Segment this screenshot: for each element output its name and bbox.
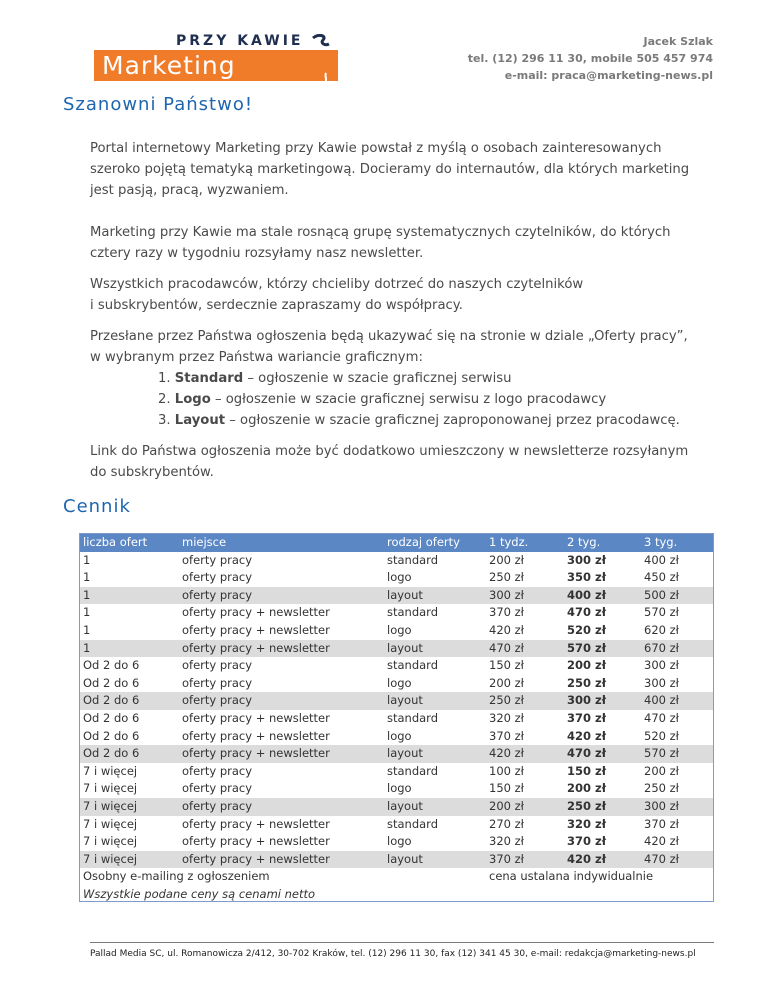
table-cell: 500 zł <box>644 587 679 602</box>
table-row <box>80 622 713 640</box>
table-row <box>80 604 713 622</box>
table-cell: oferty pracy <box>182 552 253 567</box>
table-cell: 470 zł <box>644 851 679 866</box>
table-cell: 200 zł <box>489 552 524 567</box>
table-cell: 150 zł <box>489 658 524 673</box>
table-row <box>80 657 713 675</box>
table-cell: 470 zł <box>644 711 679 725</box>
note-text: Wszystkie podane ceny są cenami netto <box>83 887 316 901</box>
table-cell: 1 <box>83 605 91 620</box>
table-cell: 370 zł <box>489 728 524 743</box>
table-cell: oferty pracy + newsletter <box>182 605 330 620</box>
table-row <box>80 552 713 570</box>
column-header: 1 tydz. <box>489 535 529 549</box>
list-item: 2. Logo – ogłoszenie w szacie graficznej serwisu z logo pracodawcy <box>158 392 607 407</box>
table-cell: 1 <box>83 552 91 567</box>
contact-block <box>468 33 713 84</box>
table-cell: layout <box>387 693 423 708</box>
page-footer <box>90 942 714 959</box>
table-cell: 200 zł <box>644 763 679 778</box>
table-cell: 250 zł <box>489 693 524 708</box>
table-cell: 370 zł <box>489 605 524 620</box>
table-cell: layout <box>387 587 423 602</box>
text-line: Wszystkich pracodawców, którzy chcieliby dotrzeć do naszych czytelników <box>90 277 584 292</box>
table-row <box>80 763 713 781</box>
text-line: w wybranym przez Państwa wariancie graficznym: <box>90 350 423 365</box>
table-cell: 250 zł <box>644 781 679 796</box>
table-cell: 420 zł <box>489 746 524 761</box>
table-cell: oferty pracy + newsletter <box>182 640 330 655</box>
table-cell: 420 zł <box>489 623 524 637</box>
table-cell: oferty pracy + newsletter <box>182 711 330 725</box>
table-row <box>80 833 713 851</box>
table-cell: standard <box>387 552 439 567</box>
emailing-label: Osobny e-mailing z ogłoszeniem <box>83 869 270 883</box>
table-cell: 200 zł <box>567 658 606 673</box>
table-cell: standard <box>387 763 439 778</box>
table-cell: 1 <box>83 623 91 637</box>
table-cell: 450 zł <box>644 570 679 585</box>
table-cell: logo <box>387 675 412 690</box>
pricing-table <box>79 533 714 902</box>
table-cell: 300 zł <box>567 693 606 708</box>
table-cell: 320 zł <box>489 834 524 849</box>
contact-email: e-mail: praca@marketing-news.pl <box>504 69 713 82</box>
table-cell: 300 zł <box>644 658 679 673</box>
text-line: Portal internetowy Marketing przy Kawie powstał z myślą o osobach zainteresowanych <box>90 141 662 156</box>
table-row <box>80 851 713 869</box>
table-cell: 100 zł <box>489 763 524 778</box>
table-cell: oferty pracy <box>182 658 253 673</box>
table-cell: 250 zł <box>567 675 606 690</box>
text-line: Przesłane przez Państwa ogłoszenia będą ukazywać się na stronie w dziale „Oferty pracy”, <box>90 329 688 344</box>
table-cell: logo <box>387 834 412 849</box>
table-cell: layout <box>387 746 423 761</box>
table-cell: 420 zł <box>567 851 606 866</box>
link-paragraph <box>90 441 730 483</box>
table-cell: layout <box>387 851 423 866</box>
table-cell: 1 <box>83 640 91 655</box>
table-cell: oferty pracy <box>182 799 253 813</box>
logo-main-text: Marketing <box>102 51 236 80</box>
table-cell: logo <box>387 570 412 585</box>
table-cell: 7 i więcej <box>83 763 138 778</box>
table-cell: 300 zł <box>489 587 524 602</box>
table-cell: 570 zł <box>644 746 679 761</box>
text-line: szeroko pojętą tematyką marketingową. Docieramy do internautów, dla których marketing <box>90 162 690 177</box>
logo-top-text: PRZY KAWIE <box>176 33 304 49</box>
table-cell: oferty pracy <box>182 587 253 602</box>
table-cell: 470 zł <box>567 746 606 761</box>
table-row <box>80 780 713 798</box>
net-prices-note <box>80 886 713 904</box>
table-cell: Od 2 do 6 <box>83 693 140 708</box>
table-row <box>80 710 713 728</box>
table-cell: 620 zł <box>644 623 679 637</box>
column-header: 2 tyg. <box>567 535 601 549</box>
table-cell: logo <box>387 728 412 743</box>
text-line: i subskrybentów, serdecznie zapraszamy do współpracy. <box>90 298 463 313</box>
table-cell: 400 zł <box>644 552 679 567</box>
table-cell: Od 2 do 6 <box>83 658 140 673</box>
table-cell: 320 zł <box>489 711 524 725</box>
emailing-price: cena ustalana indywidualnie <box>489 869 654 883</box>
table-cell: oferty pracy + newsletter <box>182 816 330 831</box>
column-header: miejsce <box>182 535 227 549</box>
table-cell: 470 zł <box>567 605 606 620</box>
table-cell: 400 zł <box>567 587 606 602</box>
table-cell: 200 zł <box>489 675 524 690</box>
table-cell: 7 i więcej <box>83 799 138 813</box>
table-cell: logo <box>387 781 412 796</box>
table-header <box>80 534 713 552</box>
table-cell: 7 i więcej <box>83 851 138 866</box>
table-cell: 370 zł <box>489 851 524 866</box>
text-line: jest pasją, pracą, wyzwaniem. <box>90 183 289 198</box>
table-cell: Od 2 do 6 <box>83 711 140 725</box>
table-row <box>80 798 713 816</box>
table-cell: Od 2 do 6 <box>83 728 140 743</box>
table-cell: logo <box>387 623 412 637</box>
table-cell: oferty pracy + newsletter <box>182 851 330 866</box>
table-cell: Od 2 do 6 <box>83 675 140 690</box>
table-cell: 400 zł <box>644 693 679 708</box>
table-cell: 270 zł <box>489 816 524 831</box>
intro-paragraph <box>90 138 730 201</box>
table-row <box>80 692 713 710</box>
table-cell: oferty pracy + newsletter <box>182 746 330 761</box>
table-cell: standard <box>387 605 439 620</box>
table-cell: 420 zł <box>644 834 679 849</box>
text-line: do subskrybentów. <box>90 465 214 480</box>
table-cell: 670 zł <box>644 640 679 655</box>
column-header: 3 tyg. <box>644 535 678 549</box>
table-cell: standard <box>387 658 439 673</box>
variants-list <box>158 368 680 431</box>
invite-paragraph <box>90 274 730 316</box>
table-cell: 520 zł <box>567 623 606 637</box>
table-cell: 1 <box>83 587 91 602</box>
contact-phone: tel. (12) 296 11 30, mobile 505 457 974 <box>467 52 713 65</box>
table-cell: 300 zł <box>567 552 606 567</box>
table-cell: 420 zł <box>567 728 606 743</box>
table-cell: oferty pracy + newsletter <box>182 728 330 743</box>
table-row <box>80 587 713 605</box>
list-item: 3. Layout – ogłoszenie w szacie graficznej zaproponowanej przez pracodawcę. <box>158 413 680 428</box>
offers-paragraph <box>90 326 730 368</box>
table-row <box>80 675 713 693</box>
table-cell: oferty pracy <box>182 675 253 690</box>
table-cell: layout <box>387 799 423 813</box>
table-cell: 370 zł <box>567 711 606 725</box>
table-cell: 150 zł <box>489 781 524 796</box>
table-cell: layout <box>387 640 423 655</box>
table-cell: oferty pracy <box>182 693 253 708</box>
table-cell: 300 zł <box>644 675 679 690</box>
table-row <box>80 745 713 763</box>
table-cell: 320 zł <box>567 816 606 831</box>
table-cell: 1 <box>83 570 91 585</box>
table-cell: 370 zł <box>644 816 679 831</box>
table-cell: oferty pracy <box>182 781 253 796</box>
table-cell: 7 i więcej <box>83 816 138 831</box>
table-cell: 350 zł <box>567 570 606 585</box>
table-cell: standard <box>387 711 439 725</box>
emailing-row <box>80 868 713 886</box>
table-cell: 300 zł <box>644 799 679 813</box>
table-row <box>80 728 713 746</box>
table-cell: 200 zł <box>567 781 606 796</box>
table-cell: 7 i więcej <box>83 781 138 796</box>
pricing-heading: Cennik <box>63 496 131 517</box>
table-row <box>80 640 713 658</box>
table-row <box>80 816 713 834</box>
table-cell: 520 zł <box>644 728 679 743</box>
table-cell: 150 zł <box>567 763 606 778</box>
table-cell: 200 zł <box>489 799 524 813</box>
column-header: liczba ofert <box>83 535 148 549</box>
list-item: 1. Standard – ogłoszenie w szacie graficznej serwisu <box>158 371 512 386</box>
text-line: cztery razy w tygodniu rozsyłamy nasz newsletter. <box>90 246 424 261</box>
table-cell: 370 zł <box>567 834 606 849</box>
table-cell: oferty pracy + newsletter <box>182 623 330 637</box>
text-line: Link do Państwa ogłoszenia może być dodatkowo umieszczony w newsletterze rozsyłanym <box>90 444 689 459</box>
text-line: Marketing przy Kawie ma stale rosnącą grupę systematycznych czytelników, do których <box>90 225 671 240</box>
column-header: rodzaj oferty <box>387 535 460 549</box>
table-cell: 570 zł <box>567 640 606 655</box>
table-cell: 470 zł <box>489 640 524 655</box>
coffee-cup-icon <box>290 69 334 99</box>
table-cell: oferty pracy + newsletter <box>182 834 330 849</box>
table-cell: Od 2 do 6 <box>83 746 140 761</box>
company-logo <box>94 32 338 81</box>
table-row <box>80 569 713 587</box>
table-cell: oferty pracy <box>182 570 253 585</box>
table-cell: 7 i więcej <box>83 834 138 849</box>
readers-paragraph <box>90 222 730 264</box>
table-cell: 570 zł <box>644 605 679 620</box>
contact-name: Jacek Szlak <box>643 35 713 48</box>
footer-text: Pallad Media SC, ul. Romanowicza 2/412, 30-702 Kraków, tel. (12) 296 11 30, fax (12) 341 45 30, e-mail: redakcja@marketing-news.pl <box>90 949 696 959</box>
table-cell: 250 zł <box>489 570 524 585</box>
table-cell: 250 zł <box>567 799 606 813</box>
swoosh-icon <box>311 34 331 48</box>
table-cell: oferty pracy <box>182 763 253 778</box>
table-cell: standard <box>387 816 439 831</box>
greeting-heading: Szanowni Państwo! <box>63 94 254 115</box>
